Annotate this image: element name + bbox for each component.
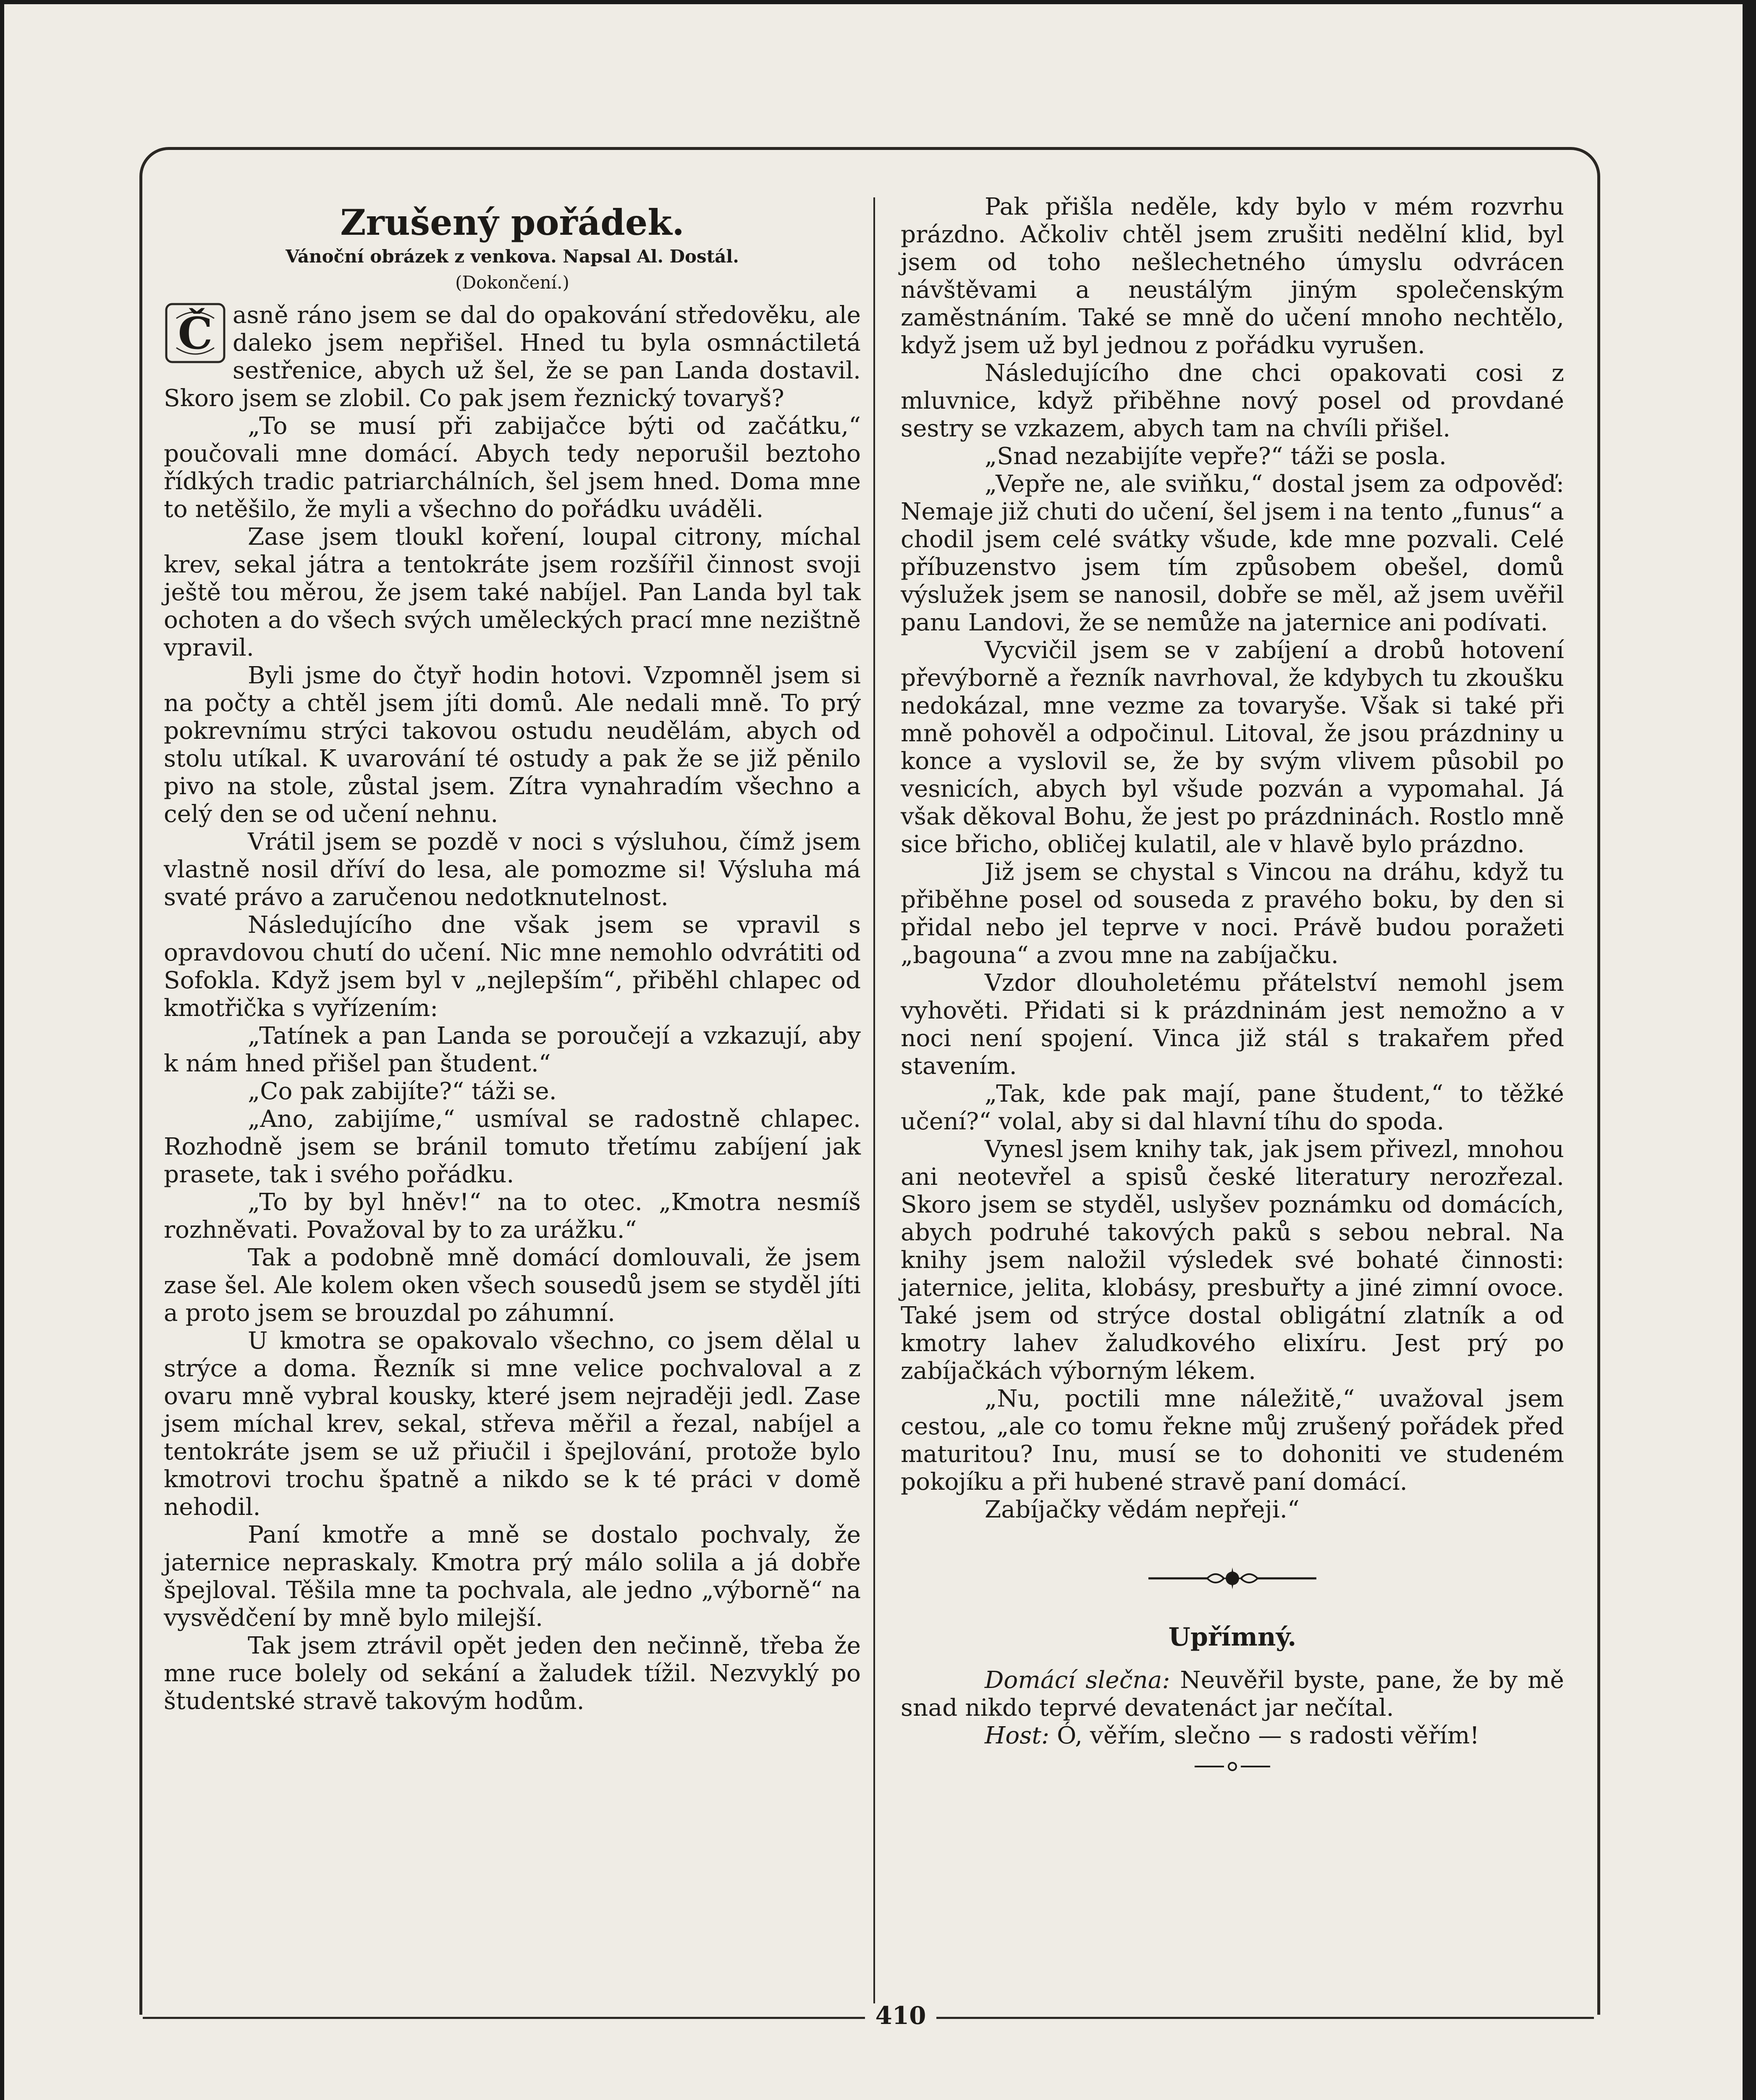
paragraph: „Vepře ne, ale sviňku,“ dostal jsem za odpověď: Nemaje již chuti do učení, šel jsem i na tento „funus“ a chodil jsem celé svátky všude, kde mne pozvali. Celé příbuzenstvo jsem tím způsobem obešel, domů výslužek jsem se nanosil, dobře se měl, až jsem uvěřil panu Landovi, že se nemůže na jaternice ani podívati. — [901, 470, 1564, 636]
paragraph: U kmotra se opakovalo všechno, co jsem dělal u strýce a doma. Řezník si mne velice pochvaloval a z ovaru mně vybral kousky, které jsem nejraději jedl. Zase jsem míchal krev, sekal, střeva měřil a řezal, nabíjel a tentokráte jsem se už přiučil i špejlování, protože bylo kmotrovi trochu špatně a nikdo se k té práci v domě nehodil. — [164, 1327, 861, 1521]
drop-cap — [164, 302, 227, 365]
left-column — [164, 202, 861, 1715]
left-paragraphs — [164, 412, 861, 1715]
article-title: Zrušený pořádek. — [340, 202, 684, 243]
column-divider — [873, 197, 875, 2003]
right-column — [901, 193, 1564, 1783]
paragraph: Vycvičil jsem se v zabíjení a drobů hotovení převýborně a řezník navrhoval, že kdybych tu zkoušku nedokázal, mne vezme za tovaryše. Však si také při mně pohověl a odpočinul. Litoval, že jsou prázdniny u konce a vyslovil se, že by svým vlivem působil po vesnicích, abych byl všude pozván a vypomahal. Já však děkoval Bohu, že jest po prázdninách. Rostlo mně sice břicho, obličej kulatil, ale v hlavě bylo prázdno. — [901, 637, 1564, 858]
paragraph: „Nu, poctili mne náležitě,“ uvažoval jsem cestou, „ale co tomu řekne můj zrušený pořádek před maturitou? Inu, musí se to dohoniti ve studeném pokojíku a při hubené stravě paní domácí. — [901, 1385, 1564, 1496]
paragraph: Paní kmotře a mně se dostalo pochvaly, že jaternice nepraskaly. Kmotra prý málo solila a já dobře špejloval. Těšila mne ta pochvala, ale jedno „výborně“ na vysvědčení by mně bylo milejší. — [164, 1521, 861, 1632]
first-paragraph — [164, 302, 861, 412]
paragraph: „To by byl hněv!“ na to otec. „Kmotra nesmíš rozhněvati. Považoval by to za urážku.“ — [164, 1189, 861, 1244]
paragraph: Následujícího dne však jsem se vpravil s opravdovou chutí do učení. Nic mne nemohlo odvrátiti od Sofokla. Když jsem byl v „nejlepším“, přiběhl chlapec od kmotřička s vyřízením: — [164, 911, 861, 1022]
right-paragraphs — [901, 193, 1564, 1524]
paragraph: Tak jsem ztrávil opět jeden den nečinně, třeba že mne ruce bolely od sekání a žaludek tížil. Nezvyklý po študentské stravě takovým hodům. — [164, 1632, 861, 1715]
paragraph: „Tatínek a pan Landa se poroučejí a vzkazují, aby k nám hned přišel pan študent.“ — [164, 1022, 861, 1077]
page-number: 410 — [875, 2001, 926, 2030]
paragraph: Již jsem se chystal s Vincou na dráhu, když tu přiběhne posel od souseda z pravého boku, by den si přidal nebo jel teprve v noci. Právě budou poražeti „bagouna“ a zvou mne na zabíjačku. — [901, 858, 1564, 969]
paragraph: Zabíjačky vědám nepřeji.“ — [985, 1496, 1300, 1523]
paragraph: Zase jsem tloukl koření, loupal citrony, míchal krev, sekal játra a tentokráte jsem rozšířil činnost svoji ještě tou měrou, že jsem také nabíjel. Pan Landa byl tak ochoten a do všech svých uměleckých prací mne nezištně vpravil. — [164, 523, 861, 662]
anecdote-dialog — [901, 1667, 1564, 1750]
svg-text:Č: Č — [178, 307, 213, 359]
paragraph: Pak přišla neděle, kdy bylo v mém rozvrhu prázdno. Ačkoliv chtěl jsem zrušiti nedělní klid, byl jsem od toho nešlechetného úmyslu odvrácen návštěvami a neustálým jiným společenským zaměstnáním. Také se mně do učení mnoho nechtělo, když jsem už byl jednou z pořádku vyrušen. — [901, 193, 1564, 359]
first-paragraph-text: asně ráno jsem se dal do opakování středověku, ale daleko jsem nepřišel. Hned tu byla osmnáctiletá sestřenice, abych už šel, že se pan Landa dostavil. Skoro jsem se zlobil. Co pak jsem řeznický tovaryš? — [164, 302, 861, 412]
article-subtitle: Vánoční obrázek z venkova. Napsal Al. Dostál. — [286, 246, 739, 267]
paragraph: „Snad nezabijíte vepře?“ táži se posla. — [985, 443, 1447, 470]
scanned-page — [4, 4, 1743, 2100]
end-flourish-icon — [1190, 1760, 1274, 1773]
paragraph: „Co pak zabijíte?“ táži se. — [248, 1078, 557, 1105]
anecdote-line: Host: Ó, věřím, slečno — s radosti věřím! — [985, 1722, 1480, 1749]
continuation-note: (Dokončení.) — [455, 272, 569, 293]
drop-cap-ornament-icon — [164, 302, 227, 365]
section-ornament — [901, 1549, 1564, 1608]
paragraph: „To se musí při zabijačce býti od začátku,“ poučovali mne domácí. Abych tedy neporušil beztoho řídkých tradic patriarchálních, šel jsem hned. Doma mne to netěšilo, že myli a všechno do pořádku uváděli. — [164, 412, 861, 523]
end-ornament — [901, 1750, 1564, 1783]
bottom-rule-right — [936, 2017, 1594, 2019]
paragraph: Tak a podobně mně domácí domlouvali, že jsem zase šel. Ale kolem oken všech sousedů jsem se styděl jíti a proto jsem se brouzdal po záhumní. — [164, 1244, 861, 1327]
anecdote-line: Domácí slečna: Neuvěřil byste, pane, že by mě snad nikdo teprvé devatenáct jar nečítal. — [901, 1667, 1564, 1722]
paragraph: Vzdor dlouholetému přátelství nemohl jsem vyhověti. Přidati si k prázdninám jest nemožno a v noci není spojení. Vinca již stál s trakařem před stavením. — [901, 969, 1564, 1080]
paragraph: Vrátil jsem se pozdě v noci s výsluhou, čímž jsem vlastně nosil dříví do lesa, ale pomozme si! Výsluha má svaté právo a zaručenou nedotknutelnost. — [164, 828, 861, 911]
paragraph: Vynesl jsem knihy tak, jak jsem přivezl, mnohou ani neotevřel a spisů české literatury nerozřezal. Skoro jsem se styděl, uslyšev poznámku od domácích, abych podruhé takových paků s sebou nebral. Na knihy jsem naložil výsledek své bohaté činnosti: jaternice, jelita, klobásy, presbuřty a jiné zimní ovoce. Také jsem od strýce dostal obligátní zlatník a od kmotry lahev žaludkového elixíru. Jest prý po zabíjačkách výborným lékem. — [901, 1136, 1564, 1385]
paragraph: Byli jsme do čtyř hodin hotovi. Vzpomněl jsem si na počty a chtěl jsem jíti domů. Ale nedali mně. To prý pokrevnímu strýci takovou ostudu neudělám, abych od stolu utíkal. K uvarování té ostudy a pak že se již pěnilo pivo na stole, zůstal jsem. Zítra vynahradím všechno a celý den se od učení nehnu. — [164, 662, 861, 828]
paragraph: „Tak, kde pak mají, pane študent,“ to těžké učení?“ volal, aby si dal hlavní tíhu do spoda. — [901, 1080, 1564, 1135]
anecdote-title: Upřímný. — [1168, 1622, 1297, 1652]
paragraph: „Ano, zabijíme,“ usmíval se radostně chlapec. Rozhodně jsem se bránil tomuto třetímu zabíjení jak prasete, tak i svého pořádku. — [164, 1105, 861, 1188]
flourish-icon — [1144, 1566, 1321, 1591]
paragraph: Následujícího dne chci opakovati cosi z mluvnice, když přiběhne nový posel od provdané sestry se vzkazem, abych tam na chvíli přišel. — [901, 360, 1564, 442]
bottom-rule-left — [143, 2017, 865, 2019]
